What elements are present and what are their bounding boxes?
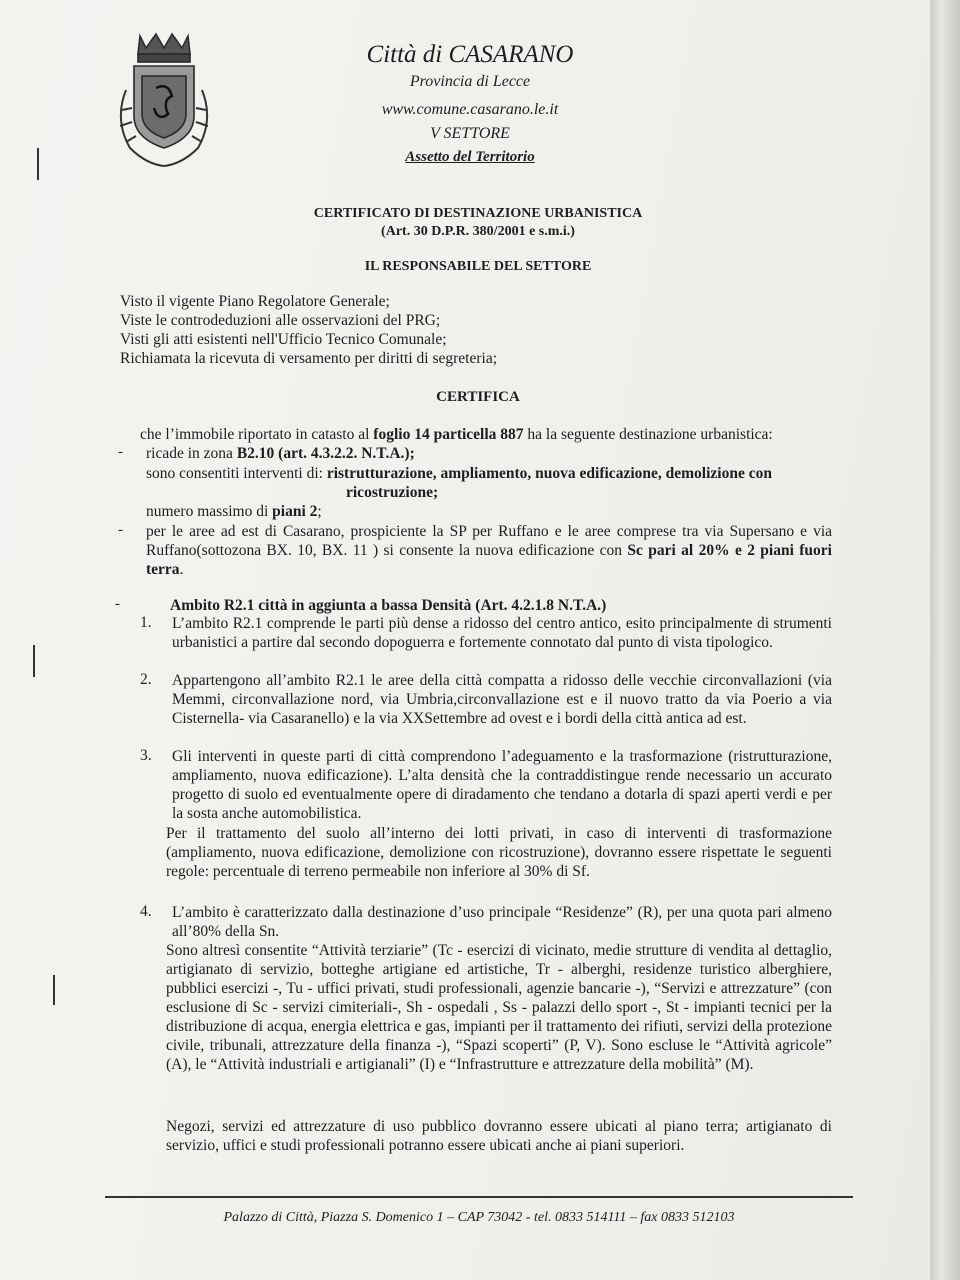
aree-end: . [179,561,184,578]
interventi-list: ristrutturazione, ampliamento, nuova edificazione, demolizione con [326,465,772,482]
page-edge [930,0,960,1280]
margin-mark [37,148,39,180]
city-name: Città di CASARANO [366,41,574,68]
intro-text: che l’immobile riportato in catasto al [140,426,374,443]
item-text-continued: Per il trattamento del suolo all’interno dei lotti privati, in caso di interventi di trasformazione (ampliamento, nuova edificazione, demolizione con ricostruzione), dovranno essere rispettate le seguenti regole: percentuale di terreno permeabile non inferiore al 30% di Sf. [166,825,832,880]
premise-line: Viste le controdeduzioni alle osservazioni del PRG; [120,312,441,329]
piani-value: piani 2 [272,503,318,520]
margin-mark [53,975,55,1005]
premises-list [120,292,820,368]
piani-line [146,502,846,521]
premise-line: Visto il vigente Piano Regolatore Generale; [120,293,390,310]
item-number: 3. [140,747,152,764]
item-number: 4. [140,903,152,920]
aree-text: per le aree ad est di Casarano, prospiciente la SP per Ruffano e le aree comprese tra via Supersano e via Ruffano(sottozona BX. 10, BX. 11 ) si consente la nuova edificazione con [146,523,832,559]
bullet-dash: - [115,596,120,612]
interventi-line [146,464,846,483]
item-text-continued: Sono altresì consentite “Attività terziarie” (Tc - esercizi di vicinato, medie strutture di vendita al dettaglio, artigianato di servizio, botteghe artigiane ed artistiche, Tr - alberghi, residenze turistico alberghiere, pubblici esercizi -, Tu - uffici privati, studi professionali, agenzie bancarie -), “Servizi e attrezzature” (con esclusione di Sc - servizi cimiteriali-, Sh - ospedali , Ss - palazzi dello sport -, St - impianti tecnici per la distribuzione di acqua, energia elettrica e gas, impianti per il trattamento dei rifiuti, servizi della protezione civile, tribunali, attrezzature della finanza -), “Spazi scoperti” (P, V). Sono escluse le “Attività agricole” (A), le “Attività industriali e artigianali” (I) e “Infrastrutture e attrezzature della mobilità” (M). [166,942,832,1073]
certifica-heading: CERTIFICA [436,389,520,405]
item-text: Gli interventi in queste parti di città comprendono l’adeguamento e la trasformazione (ristrutturazione, ampliamento, nuova edificazione). L’alta densità che la contraddistingue rende necessario un accurato progetto di suolo ed eventualmente opere di diradamento che tendano a dotarla di spazi aperti verdi e per la sosta anche automobilistica. [172,748,832,822]
bullet-dash: - [118,522,123,538]
department: Assetto del Territorio [405,149,535,165]
intro-text-end: ha la seguente destinazione urbanistica: [523,426,773,443]
intro-line [140,425,840,444]
item-text: L’ambito è caratterizzato dalla destinazione d’uso principale “Residenze” (R), per una quota pari almeno all’80% della Sn. [172,904,832,940]
letterhead [300,40,640,168]
item-text: L’ambito R2.1 comprende le parti più dense a ridosso del centro antico, esito principalmente di strumenti urbanistici a partire dal secondo dopoguerra e fortemente connotato dal punto di vista tipologico. [172,615,832,651]
piani-text: numero massimo di [146,503,273,520]
zona-text: ricade in zona [146,445,237,462]
parcel-id: foglio 14 particella 887 [373,426,524,443]
premise-line: Visti gli atti esistenti nell'Ufficio Tecnico Comunale; [120,331,447,348]
document-subtitle: (Art. 30 D.P.R. 380/2001 e s.m.i.) [381,224,575,239]
document-title-block [178,205,778,241]
footer-divider [105,1196,853,1198]
bullet-dash: - [118,444,123,460]
item-number: 2. [140,671,152,688]
item-number: 1. [140,614,152,631]
province: Provincia di Lecce [409,73,531,90]
interventi-cont: ricostruzione; [346,484,439,501]
premise-line: Richiamata la ricevuta di versamento per diritti di segreteria; [120,350,498,367]
footer-address: Palazzo di Città, Piazza S. Domenico 1 – CAP 73042 - tel. 0833 514111 – fax 0833 512103 [223,1210,735,1225]
zona-code: B2.10 (art. 4.3.2.2. N.T.A.); [236,445,415,462]
website: www.comune.casarano.le.it [381,101,559,118]
piani-end: ; [317,503,322,520]
aree-paragraph [146,522,832,579]
sector: V SETTORE [430,125,510,142]
authority-heading: IL RESPONSABILE DEL SETTORE [364,259,592,274]
coat-of-arms-icon [112,30,216,172]
interventi-text: sono consentiti interventi di: [146,465,327,482]
document-title: CERTIFICATO DI DESTINAZIONE URBANISTICA [313,206,643,221]
margin-mark [33,645,35,677]
item-text: Appartengono all’ambito R2.1 le aree della città compatta a ridosso delle vecchie circonvallazioni (via Memmi, circonvallazione nord, via Umbria,circonvallazione est e il nuovo tratto da via Poerio a via Cisternella- via Casaranello) e la via XXSettembre ad ovest e i bordi della città antica ad est. [172,672,832,727]
zona-line [146,444,846,463]
aree-values: Sc pari al 20% e 2 piani fuori terra [146,542,832,578]
ambito-heading: Ambito R2.1 città in aggiunta a bassa Densità (Art. 4.2.1.8 N.T.A.) [170,597,607,614]
item-text-continued: Negozi, servizi ed attrezzature di uso pubblico dovranno essere ubicati al piano terra; artigianato di servizio, uffici e studi professionali potranno essere ubicati anche ai piani superiori. [166,1118,832,1154]
